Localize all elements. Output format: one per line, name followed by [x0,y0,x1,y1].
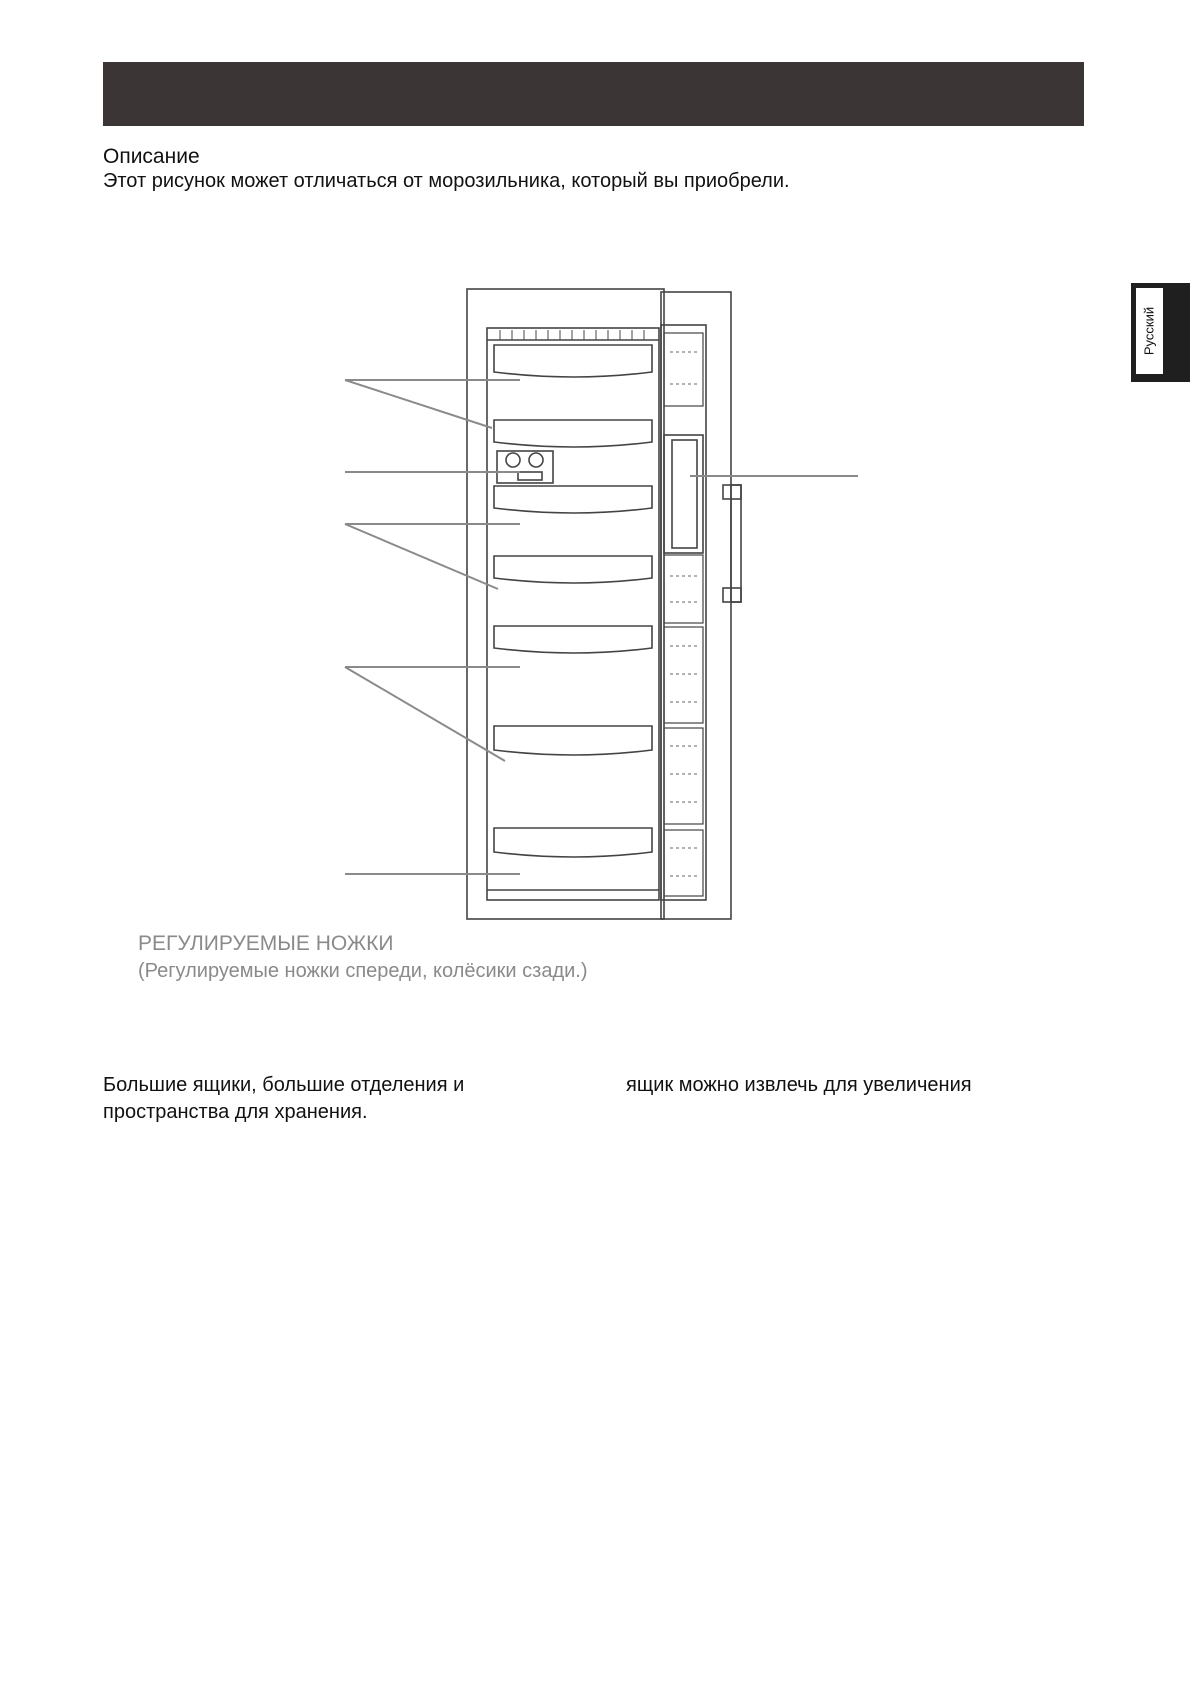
cabinet-outline [467,289,664,919]
section-title: Описание [103,145,200,168]
door-handle-bottom-bracket [723,588,741,602]
door-dispenser-inner [672,440,697,548]
drawers [494,345,652,857]
drawer-7 [494,828,652,857]
door-bins [664,333,703,896]
body-text-left: Большие ящики, большие отделения и пространства для хранения. [103,1074,465,1123]
door-handle [731,485,741,602]
callout-line-3b [345,524,498,589]
language-tab-label: Русский [1141,306,1157,356]
door-bin-texture [670,352,698,876]
adjustable-legs-note: (Регулируемые ножки спереди, колёсики сзади.) [138,960,588,982]
control-panel [497,451,553,483]
door-inner-panel [661,325,706,900]
callout-lines [345,380,858,874]
callout-line-4b [345,667,505,761]
freezer-cabinet [467,289,741,919]
drawer-1 [494,345,652,377]
drawer-3 [494,486,652,513]
thermostat-knob-2 [529,453,543,467]
freezer-door [661,292,731,919]
top-grille [500,330,644,340]
drawer-2 [494,420,652,447]
door-handle-top-bracket [723,485,741,499]
drawer-4 [494,556,652,583]
indicator-panel [518,472,542,480]
section-subtitle: Этот рисунок может отличаться от морозильника, который вы приобрели. [103,170,790,192]
adjustable-legs-label: РЕГУЛИРУЕМЫЕ НОЖКИ [138,932,394,955]
drawer-5 [494,626,652,653]
drawer-6 [494,726,652,755]
cabinet-inner-outline [487,328,659,900]
thermostat-knob-1 [506,453,520,467]
callout-line-1b [345,380,492,428]
body-text-right: ящик можно извлечь для увеличения [626,1074,972,1096]
